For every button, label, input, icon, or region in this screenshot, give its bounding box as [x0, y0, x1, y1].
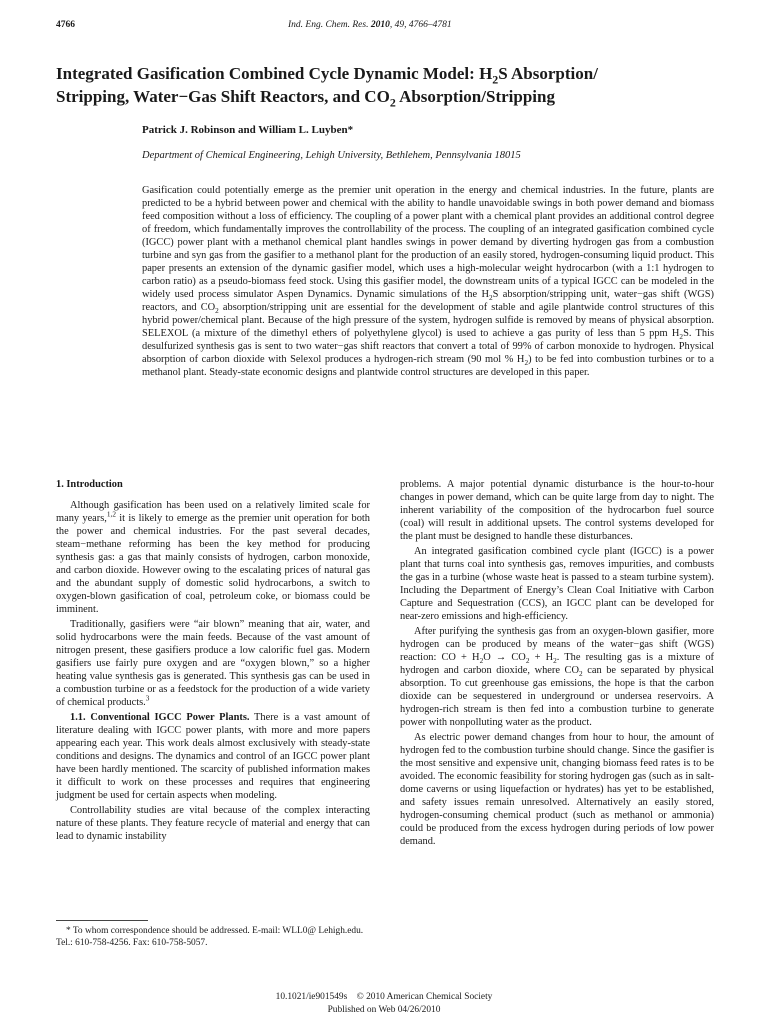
wgs-text-b: O → CO	[483, 652, 526, 663]
doi: 10.1021/ie901549s	[275, 992, 348, 1002]
title-text-2b: Absorption/Stripping	[395, 87, 555, 106]
page-number: 4766	[56, 20, 75, 30]
wgs-text-d: . The resulting gas is a mixture of hydrogen and carbon dioxide, where CO	[400, 652, 714, 676]
right-paragraph-3	[400, 625, 714, 729]
subsection-heading-igcc: 1.1. Conventional IGCC Power Plants.	[70, 712, 250, 723]
intro-paragraph-4: Controllability studies are vital because of the complex interacting nature of these plants. They feature recycle of material and energy that can lead to dynamic instability	[56, 805, 370, 842]
title-text-1a: Integrated Gasification Combined Cycle Dynamic Model: H	[56, 64, 493, 83]
abstract-text-2: S absorption/stripping unit, water−gas shift (WGS) reactors, and CO	[142, 289, 714, 313]
abstract-text-3: absorption/stripping unit are essential for the development of stable and agile plantwide control structures of this hybrid power/chemical plant. Because of the high pressure of the system, hydrogen sulfide is removed by means of physical absorption. SELEXOL (a mixture of the dimethyl ethers of polyethylene glycol) is used to achieve a gas purity of less than 5 ppm H	[142, 302, 714, 339]
wgs-sub-2: 2	[525, 657, 530, 666]
journal-citation: Ind. Eng. Chem. Res. 2010, 49, 4766–4781	[288, 20, 452, 30]
wgs-text-e: can be separated by physical absorption. To cut greenhouse gas emissions, the hope is that the carbon dioxide can be sequestered in underground or undersea reservoirs. A hydrogen-rich stream is then fed into a combustion turbine to generate power with nonpolluting water as the product.	[400, 665, 714, 728]
paper-title	[56, 62, 716, 108]
abstract-sub-1: 2	[489, 294, 493, 303]
intro-p1-text-b: it is likely to emerge as the premier unit operation for both the power and chemical industries. For the past several decades, steam−methane reforming has been the key method for producing synthesis gas: a gas that mainly consists of hydrogen, carbon monoxide, and carbon dioxide. However owing to the escalating prices of natural gas and the abundant supply of domestic solid hydrocarbons, a switch to oxygen-blown gasification of coal, petroleum coke, or biomass could be imminent.	[56, 513, 371, 615]
citation-ref-3: 3	[145, 694, 150, 703]
affiliation: Department of Chemical Engineering, Lehigh University, Bethlehem, Pennsylvania 18015	[142, 150, 521, 161]
running-head	[56, 20, 712, 36]
intro-paragraph-1	[56, 499, 370, 616]
wgs-sub-1: 2	[479, 657, 484, 666]
wgs-sub-3: 2	[553, 657, 557, 666]
wgs-sub-4: 2	[579, 670, 583, 679]
right-paragraph-1: problems. A major potential dynamic disturbance is the hour-to-hour changes in power demand, which can be quite large from day to night. The inherent variability of the composition of the hydrocarbon fuel source (coal) will result in additional upsets. The control systems developed for the plant must be designed to handle these disturbances.	[400, 479, 714, 542]
title-sub-2: 2	[389, 95, 396, 110]
title-text-2a: Stripping, Water−Gas Shift Reactors, and CO	[56, 87, 390, 106]
left-column	[56, 478, 370, 845]
published-date: Published on Web 04/26/2010	[327, 1005, 441, 1015]
abstract	[142, 184, 714, 379]
footnote-divider	[56, 920, 148, 921]
journal-name: Ind. Eng. Chem. Res.	[288, 20, 369, 30]
section-heading-introduction: 1. Introduction	[56, 479, 123, 490]
right-paragraph-4: As electric power demand changes from hour to hour, the amount of hydrogen fed to the combustion turbine should change. Since the gasifier is the most sensitive and expensive unit, changing biomass feed rates is to be avoided. The economic feasibility for storing hydrogen gas (such as in salt-dome caverns or using liquefaction or hydrates) has yet to be established, and safety issues remain unresolved. Alternatively an easily stored, hydrogen-consuming chemical product (such as methanol or ammonia) could be produced from the excess hydrogen during periods of low power demand.	[400, 732, 714, 847]
abstract-text-5: ) to be fed into combustion turbines or to a methanol plant. Steady-state economic designs and plantwide control structures are developed in this paper.	[142, 354, 715, 378]
wgs-text-c: + H	[529, 652, 554, 663]
journal-pages: 4766–4781	[408, 20, 452, 30]
journal-volume: 49	[394, 20, 405, 30]
intro-paragraph-2	[56, 618, 370, 709]
intro-paragraph-3	[56, 711, 370, 802]
title-sub-1: 2	[492, 72, 499, 87]
abstract-text-1: Gasification could potentially emerge as the premier unit operation in the energy and chemical industries. In the future, plants are predicted to be a hybrid between power and chemical with the ability to handle unavoidable swings in both power demand and biomass feed composition without a loss of efficiency. The coupling of a power plant with a chemical plant provides an additional control degree of freedom, which fundamentally improves the controllability of the process. The coupling of an integrated gasification combined cycle (IGCC) power plant with a methanol chemical plant handles swings in power demand by diverting hydrogen gas from a combustion turbine and syn gas from the gasifier to a methanol plant for the production of an easily stored, hydrogen-consuming liquid product. This paper presents an extension of the dynamic gasifier model, which uses a high-molecular weight hydrocarbon (with a 1:1 hydrogen to carbon ratio) as a pseudo-biomass feed stock. Using this gasifier model, the downstream units of a typical IGCC can be modeled in the widely used process simulator Aspen Dynamics. Dynamic simulations of the H	[142, 185, 714, 300]
intro-p3-text: There is a vast amount of literature dealing with IGCC power plants, with more and more papers appearing each year. This work deals almost exclusively with steady-state conditions and designs. The dynamics and control of an IGCC power plant have been hardly mentioned. The scarcity of published information makes it difficult to work on these processes and requires that engineering judgment be used for certain aspects when modeling.	[56, 712, 371, 801]
doi-copyright-line	[0, 992, 768, 1002]
abstract-text-4: S. This desulfurized synthesis gas is sent to two water−gas shift reactors that convert a total of 99% of carbon monoxide to hydrogen. Physical absorption of carbon dioxide with Selexol produces a hydrogen-rich stream (90 mol % H	[142, 328, 714, 365]
correspondence-footnote: * To whom correspondence should be addressed. E-mail: WLL0@ Lehigh.edu. Tel.: 610-758-4256. Fax: 610-758-5057.	[56, 926, 364, 948]
copyright: © 2010 American Chemical Society	[356, 992, 493, 1002]
right-column	[400, 478, 714, 850]
abstract-sub-4: 2	[524, 359, 529, 368]
wgs-text-a: After purifying the synthesis gas from an oxygen-blown gasifier, more hydrogen can be produced by means of the water−gas shift (WGS) reaction: CO + H	[400, 626, 714, 663]
intro-p2-text: Traditionally, gasifiers were “air blown” meaning that air, water, and solid hydrocarbons were the main feeds. Because of the vast amount of nitrogen present, these gasifiers produce a low calorific fuel gas. Modern gasifiers use fairly pure oxygen and are “oxygen blown,” so a higher heating value synthesis gas is generated. This synthesis gas can be used in a combustion turbine or as a feedstock for the production of a wide variety of chemical products.	[56, 619, 370, 708]
abstract-sub-2: 2	[215, 307, 219, 316]
citation-ref-1-2: 1,2	[106, 510, 116, 519]
right-paragraph-2: An integrated gasification combined cycle plant (IGCC) is a power plant that turns coal into synthesis gas, removes impurities, and combusts the gas in a turbine (whose waste heat is passed to a steam turbine system). Including the Department of Energy’s Clean Coal Initiative with Carbon Capture and Sequestration (CCS), an IGCC plant can be developed for near-zero emissions and high-efficiency.	[400, 546, 714, 622]
title-text-1b: S Absorption/	[498, 64, 598, 83]
abstract-sub-3: 2	[679, 333, 684, 342]
author-list: Patrick J. Robinson and William L. Luyben*	[142, 124, 354, 136]
journal-year: 2010	[370, 20, 390, 30]
intro-p1-text-a: Although gasification has been used on a relatively limited scale for many years,	[56, 500, 370, 524]
